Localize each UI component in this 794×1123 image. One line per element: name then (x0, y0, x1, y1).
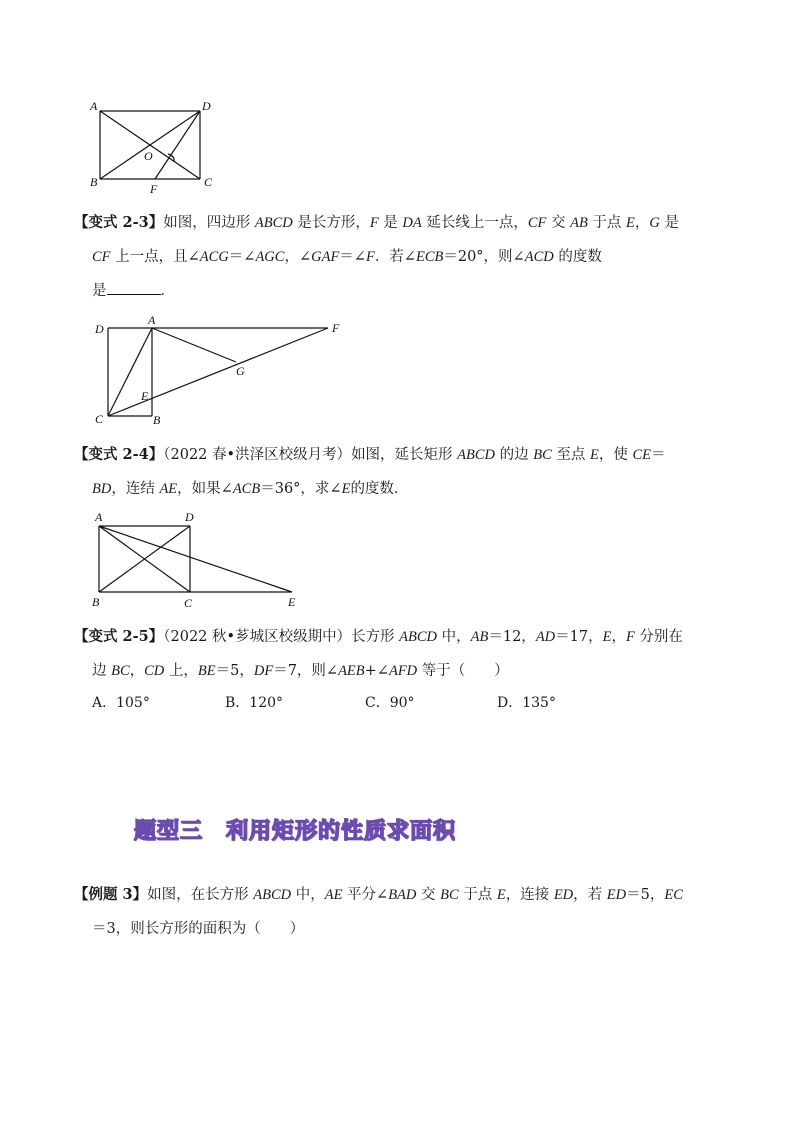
question-2-3: 【变式 2-3】如图，四边形 ABCD 是长方形，F 是 DA 延长线上一点，CF 交 AB 于点 E，G 是 CF 上一点，且∠ACG＝∠AGC，∠GAF＝∠F．若∠ECB＝20°，则∠ACD 的度数 是 ． (74, 214, 679, 299)
question-2-5-source: （2022 秋•芗城区校级期中） (163, 629, 352, 645)
fig1-label-c: C (204, 175, 213, 189)
fig2-label-d: D (95, 322, 104, 336)
question-2-4-tag: 【变式 2-4】 (74, 446, 164, 463)
fig2-label-f: F (332, 321, 340, 335)
question-2-3-tag: 【变式 2-3】 (74, 214, 164, 231)
fig3-label-c: C (184, 596, 193, 610)
fig3-segment-ae (99, 526, 292, 592)
fig1-label-d: D (202, 99, 211, 113)
question-2-4-source: （2022 春•洪泽区校级月考） (163, 447, 352, 463)
fig1-segment-df (155, 111, 200, 179)
question-2-5-tag: 【变式 2-5】 (74, 628, 164, 645)
fig1-label-b: B (90, 175, 98, 189)
example-3: 【例题 3】如图，在长方形 ABCD 中，AE 平分∠BAD 交 BC 于点 E，连接 ED，若 ED＝5，EC ＝3，则长方形的面积为（ ） (74, 886, 683, 937)
figure-rectangle-ce-equals-bd (84, 508, 314, 612)
option-d[interactable]: D．135° (497, 695, 556, 711)
fig1-label-o: O (144, 149, 153, 163)
fig2-label-e: E (141, 389, 149, 403)
fig3-label-a: A (95, 510, 103, 524)
fig3-label-d: D (185, 510, 194, 524)
fig2-label-a: A (148, 313, 156, 327)
fig2-segment-ag (152, 328, 236, 362)
fig1-label-f: F (150, 182, 158, 196)
fig2-label-c: C (95, 412, 104, 426)
question-2-5: 【变式 2-5】（2022 秋•芗城区校级期中）长方形 ABCD 中，AB＝12，AD＝17，E，F 分别在 边 BC，CD 上，BE＝5，DF＝7，则∠AEB+∠AFD 等于（ ） (74, 628, 683, 679)
fig3-label-e: E (288, 595, 296, 609)
option-c[interactable]: C．90° (365, 695, 415, 711)
figure-rectangle-extended (88, 312, 358, 430)
question-2-4: 【变式 2-4】（2022 春•洪泽区校级月考）如图，延长矩形 ABCD 的边 BC 至点 E，使 CE＝ BD，连结 AE，如果∠ACB＝36°，求∠E的度数． (74, 446, 666, 497)
option-b[interactable]: B．120° (225, 695, 284, 711)
fig3-label-b: B (92, 595, 100, 609)
answer-blank (107, 276, 161, 295)
fig2-label-g: G (236, 364, 245, 378)
option-a[interactable]: A．105° (92, 695, 150, 711)
figure-rectangle-diagonals (80, 96, 220, 196)
example-3-tag: 【例题 3】 (74, 886, 148, 903)
section-title: 题型三 利用矩形的性质求面积 (134, 819, 457, 844)
fig1-label-a: A (90, 99, 98, 113)
fig2-label-b: B (153, 413, 161, 427)
